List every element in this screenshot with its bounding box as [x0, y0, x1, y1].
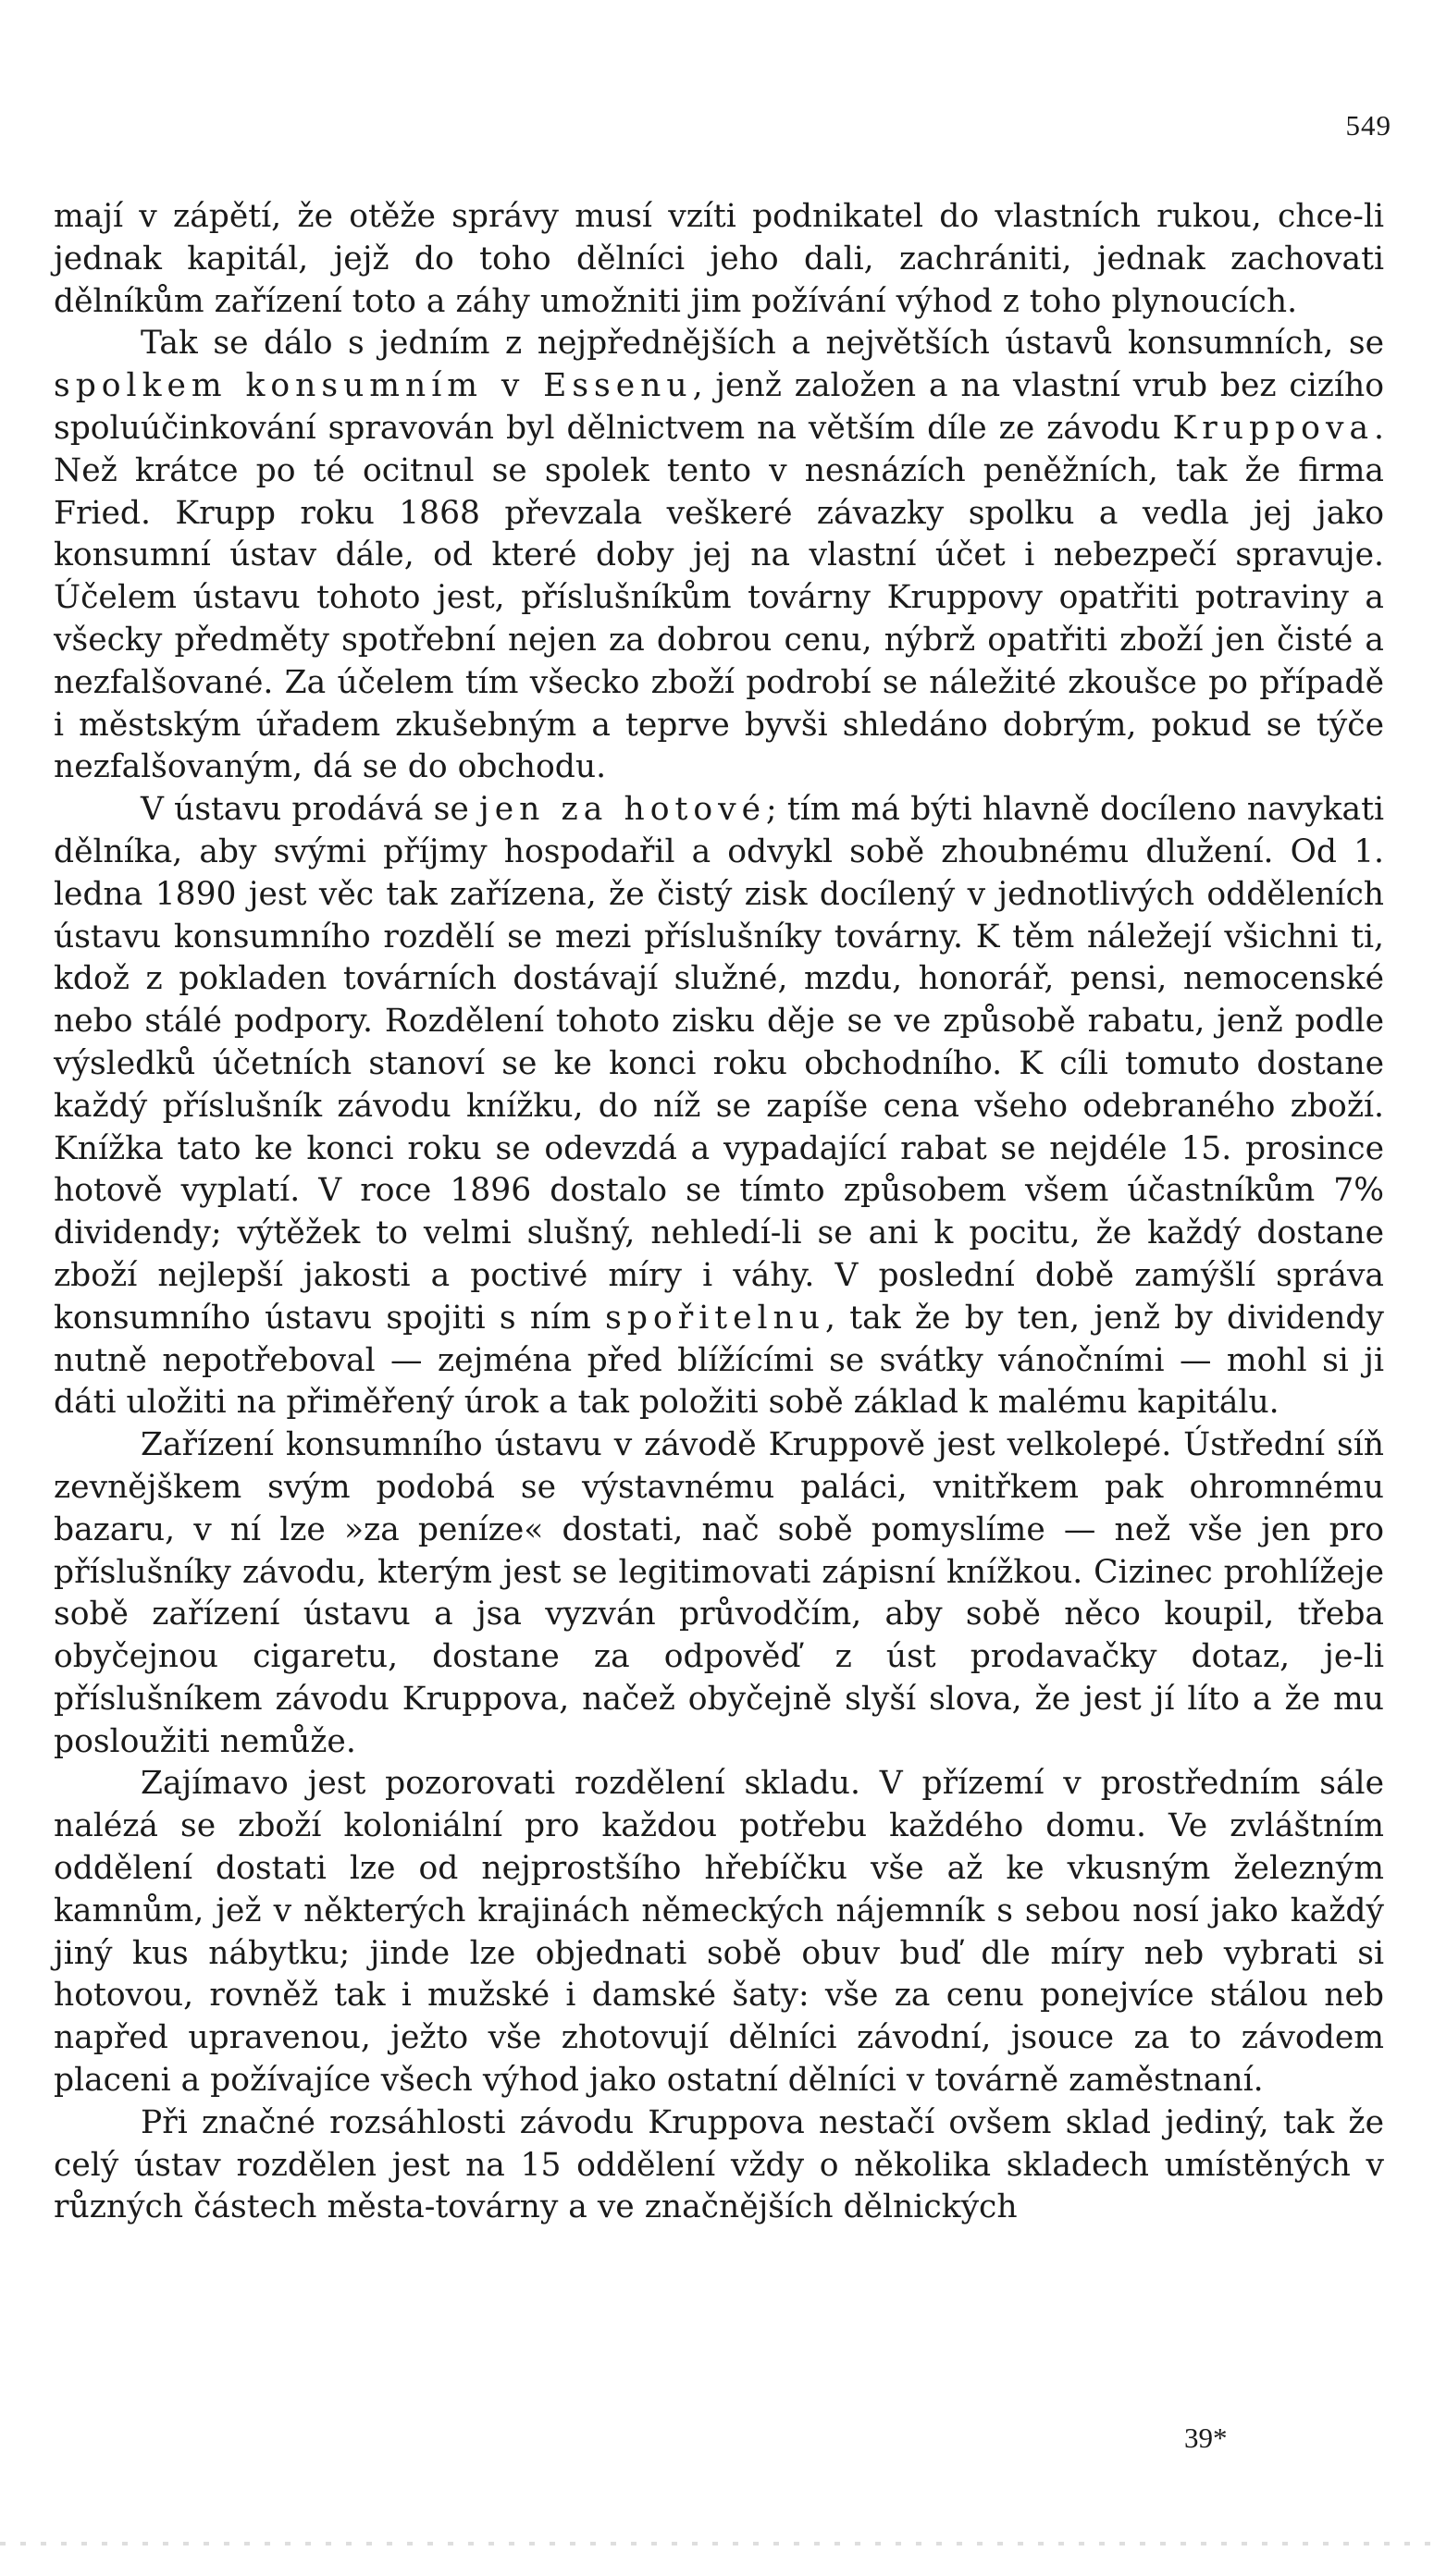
paragraph-2: [54, 323, 1384, 789]
paragraph-text: , tak že by ten, jenž by dividendy nutně nepotřeboval — zejména před blížícími se svátky vánočními — mohl si ji dáti uložiti na přiměřený úrok a tak položiti sobě základ k malému kapitálu.: [54, 1299, 1384, 1422]
emphasis-spolek: spolkem konsumním v Essenu: [54, 367, 693, 405]
paragraph-3: [54, 789, 1384, 1424]
paragraph-4: [54, 1424, 1384, 1763]
paragraph-1: [54, 196, 1384, 323]
paragraph-text: V ústavu prodává se: [141, 791, 479, 829]
paragraph-text: Při značné rozsáhlosti závodu Kruppova nestačí ovšem sklad jediný, tak že celý ústav rozdělen jest na 15 oddělení vždy o několika skladech umístěných v různých částech města-továrny a ve značnějších dělnických: [54, 2103, 1384, 2226]
paragraph-text: Zařízení konsumního ústavu v závodě Kruppově jest velkolepé. Ústřední síň zevnějškem svým podobá se výstavnému paláci, vnitřkem pak ohromnému bazaru, v ní lze »za peníze« dostati, nač sobě pomyslíme — než vše jen pro příslušníky závodu, kterým jest se legitimovati zápisní knížkou. Cizinec prohlížeje sobě zařízení ústavu a jsa vyzván průvodčím, aby sobě něco koupil, třeba obyčejnou cigaretu, dostane za odpověď z úst prodavačky dotaz, je-li příslušníkem závodu Kruppova, načež obyčejně slyší slova, že jest jí líto a že mu posloužiti nemůže.: [54, 1426, 1384, 1760]
sheet-signature: 39*: [1184, 2422, 1228, 2454]
emphasis-kruppova: Kruppova: [1172, 409, 1375, 447]
paragraph-text: , jenž založen a na vlastní vrub bez cizího spoluúčinkování spravován byl dělnictvem na větším díle ze závodu: [54, 367, 1384, 447]
paragraph-text: Zajímavo jest pozorovati rozdělení skladu. V přízemí v prostředním sále nalézá se zboží koloniální pro každou potřebu každého domu. Ve zvláštním oddělení dostati lze od nejprostšího hřebíčku vše až ke vkusným železným kamnům, jež v některých krajinách německých nájemník s sebou nosí jako každý jiný kus nábytku; jinde lze objednati sobě obuv buď dle míry neb vybrati si hotovou, rovněž tak i mužské i damské šaty: vše za cenu ponejvíce stálou neb napřed upravenou, ježto vše zhotovují dělníci závodní, jsouce za to závodem placeni a požívajíce všech výhod jako ostatní dělníci v továrně zaměstnaní.: [54, 1765, 1384, 2100]
article-body: [54, 196, 1384, 2229]
paragraph-text: mají v zápětí, že otěže správy musí vzíti podnikatel do vlastních rukou, chce-li jednak kapitál, jejž do toho dělníci jeho dali, zachrániti, jednak zachovati dělníkům zařízení toto a záhy umožniti jim požívání výhod z toho plynoucích.: [54, 198, 1384, 320]
scan-edge-noise: [0, 2542, 1434, 2545]
paragraph-text: . Než krátce po té ocitnul se spolek tento v nesnázích peněžních, tak že firma Fried. Krupp roku 1868 převzala veškeré závazky spolku a vedla jej jako konsumní ústav dále, od které doby jej na vlastní účet i nebezpečí spravuje. Účelem ústavu tohoto jest, příslušníkům továrny Kruppovy opatřiti potraviny a všecky předměty spotřební nejen za dobrou cenu, nýbrž opatřiti zboží jen čisté a nezfalšované. Za účelem tím všecko zboží podrobí se náležité zkoušce po případě i městským úřadem zkušebným a teprve byvši shledáno dobrým, pokud se týče nezfalšovaným, dá se do obchodu.: [54, 409, 1384, 786]
paragraph-6: [54, 2102, 1384, 2229]
paragraph-5: [54, 1763, 1384, 2101]
page-number: 549: [1345, 109, 1391, 142]
paragraph-text: ; tím má býti hlavně docíleno navykati dělníka, aby svými příjmy hospodařil a odvykl sobě zhoubnému dlužení. Od 1. ledna 1890 jest věc tak zařízena, že čistý zisk docílený v jednotlivých odděleních ústavu konsumního rozdělí se mezi příslušníky továrny. K těm náležejí všichni ti, kdož z pokladen továrních dostávají služné, mzdu, honorář, pensi, nemocenské nebo stálé podpory. Rozdělení tohoto zisku děje se ve způsobě rabatu, jenž podle výsledků účetních stanoví se ke konci roku obchodního. K cíli tomuto dostane každý příslušník závodu knížku, do níž se zapíše cena všeho odebraného zboží. Knížka tato ke konci roku se odevzdá a vypadající rabat se nejdéle 15. prosince hotově vyplatí. V roce 1896 dostalo se tímto způsobem všem účastníkům 7% dividendy; výtěžek to velmi slušný, nehledí-li se ani k pocitu, že každý dostane zboží nejlepší jakosti a poctivé míry i váhy. V poslední době zamýšlí správa konsumního ústavu spojiti s ním: [54, 791, 1385, 1337]
emphasis-sporitelnu: spořitelnu: [605, 1299, 825, 1337]
paragraph-text: Tak se dálo s jedním z nejpřednějších a největších ústavů konsumních, se: [141, 325, 1384, 363]
emphasis-jen-za-hotove: jen za hotové: [479, 791, 767, 829]
